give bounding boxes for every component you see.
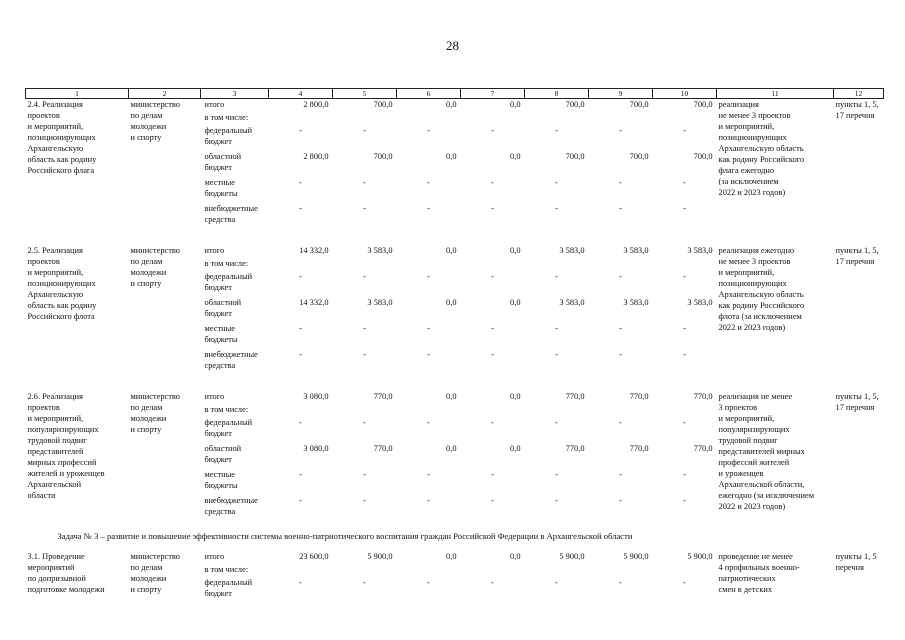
amount-cell: 700,0 [373, 152, 393, 161]
funding-source: местные бюджеты [204, 178, 238, 198]
amount-cell [461, 564, 525, 577]
amount-cell: - [555, 178, 558, 187]
task-heading-row [26, 521, 884, 551]
funding-source: областной бюджет [204, 444, 242, 464]
amount-cell: - [299, 496, 302, 505]
funding-source: местные бюджеты [204, 324, 238, 344]
amount-cell: 14 332,0 [299, 298, 329, 307]
amount-cell: - [491, 578, 494, 587]
amount-cell: - [299, 470, 302, 479]
amount-cell: - [619, 578, 622, 587]
amount-cell: 700,0 [629, 100, 649, 109]
amount-cell: 770,0 [565, 392, 585, 401]
amount-cell: - [427, 418, 430, 427]
amount-cell: 700,0 [373, 100, 393, 109]
amount-cell: - [299, 126, 302, 135]
block-spacer [26, 375, 884, 391]
column-number-cell: 7 [461, 89, 525, 99]
amount-cell: 770,0 [629, 444, 649, 453]
amount-cell: 3 583,0 [687, 246, 713, 255]
amount-cell [333, 404, 397, 417]
amount-cell: - [619, 272, 622, 281]
funding-source: в том числе: [204, 113, 249, 122]
amount-cell: - [555, 324, 558, 333]
amount-cell: - [427, 178, 430, 187]
amount-cell: - [619, 324, 622, 333]
executor: министерство по делам молодежи и спорту [130, 100, 180, 142]
amount-cell: - [683, 350, 686, 359]
measure-title: 3.1. Проведение мероприятий по допризывной подготовке молодежи [27, 552, 105, 594]
amount-cell: - [683, 418, 686, 427]
funding-row [26, 99, 884, 113]
amount-cell [525, 564, 589, 577]
amount-cell: 5 900,0 [559, 552, 585, 561]
funding-source: федеральный бюджет [204, 272, 253, 292]
amount-cell: - [363, 578, 366, 587]
amount-cell: 0,0 [446, 444, 457, 453]
column-number-cell: 12 [834, 89, 884, 99]
amount-cell: - [491, 418, 494, 427]
funding-source: в том числе: [204, 259, 249, 268]
amount-cell: - [619, 204, 622, 213]
amount-cell: - [427, 324, 430, 333]
amount-cell: 0,0 [446, 152, 457, 161]
amount-cell: - [427, 496, 430, 505]
amount-cell: 3 583,0 [367, 246, 393, 255]
amount-cell: - [491, 496, 494, 505]
amount-cell: - [363, 324, 366, 333]
amount-cell [525, 258, 589, 271]
funding-source: в том числе: [204, 565, 249, 574]
column-number-cell: 1 [26, 89, 129, 99]
amount-cell: 0,0 [510, 152, 521, 161]
amount-cell: - [555, 350, 558, 359]
amount-cell: - [363, 178, 366, 187]
amount-cell [589, 564, 653, 577]
amount-cell: - [555, 272, 558, 281]
amount-cell: 2 800,0 [303, 100, 329, 109]
funding-source: внебюджетные средства [204, 204, 258, 224]
amount-cell: 0,0 [510, 246, 521, 255]
funding-source: итого [204, 246, 225, 255]
spacer-cell [26, 375, 884, 391]
amount-cell [397, 404, 461, 417]
amount-cell: - [555, 126, 558, 135]
amount-cell: - [427, 578, 430, 587]
amount-cell [461, 258, 525, 271]
amount-cell: 5 900,0 [623, 552, 649, 561]
spacer-cell [26, 229, 884, 245]
amount-cell: - [427, 126, 430, 135]
amount-cell: - [619, 126, 622, 135]
amount-cell: - [491, 126, 494, 135]
measure-title: 2.4. Реализация проектов и мероприятий, позиционирующих Архангельскую область как родину Российского флага [27, 100, 97, 175]
column-number-cell: 5 [333, 89, 397, 99]
amount-cell: 0,0 [510, 552, 521, 561]
column-number-cell: 2 [129, 89, 201, 99]
amount-cell: 770,0 [693, 444, 713, 453]
amount-cell: 3 583,0 [559, 298, 585, 307]
page-number: 28 [446, 38, 459, 53]
amount-cell: - [427, 350, 430, 359]
amount-cell: 3 583,0 [687, 298, 713, 307]
amount-cell: - [619, 470, 622, 479]
amount-cell [269, 564, 333, 577]
amount-cell: 3 583,0 [367, 298, 393, 307]
expected-result: реализация ежегодно не менее 3 проектов и мероприятий, позиционирующих Архангельскую область как родину Российского флота (за исключением 2022 и 2023 годов) [718, 246, 805, 332]
amount-cell: - [299, 418, 302, 427]
amount-cell: 700,0 [693, 152, 713, 161]
measure-title: 2.6. Реализация проектов и мероприятий, популяризирующих трудовой подвиг представителей мирных профессий жителей и уроженцев Архангельской области [27, 392, 105, 500]
amount-cell: - [427, 272, 430, 281]
amount-cell: 700,0 [693, 100, 713, 109]
amount-cell [653, 112, 717, 125]
funding-source: федеральный бюджет [204, 578, 253, 598]
amount-cell: - [683, 578, 686, 587]
amount-cell: - [491, 324, 494, 333]
amount-cell: 23 600,0 [299, 552, 329, 561]
amount-cell: - [491, 350, 494, 359]
amount-cell [397, 564, 461, 577]
amount-cell [269, 258, 333, 271]
amount-cell: 0,0 [446, 392, 457, 401]
amount-cell: - [363, 350, 366, 359]
funding-row [26, 245, 884, 258]
amount-cell: - [299, 350, 302, 359]
table-body [26, 89, 884, 604]
column-number-cell: 11 [717, 89, 834, 99]
amount-cell: 770,0 [373, 392, 393, 401]
amount-cell: - [299, 578, 302, 587]
amount-cell: 770,0 [629, 392, 649, 401]
expected-result: реализация не менее 3 проектов и мероприятий, позиционирующих Архангельскую область как родину Российского флага ежегодно (за исключением 2022 и 2023 годов) [718, 100, 805, 197]
amount-cell: 14 332,0 [299, 246, 329, 255]
amount-cell: - [683, 470, 686, 479]
amount-cell [525, 112, 589, 125]
amount-cell: 770,0 [373, 444, 393, 453]
amount-cell [589, 258, 653, 271]
amount-cell: - [619, 496, 622, 505]
amount-cell [525, 404, 589, 417]
amount-cell: - [427, 470, 430, 479]
amount-cell: - [619, 178, 622, 187]
amount-cell: - [555, 418, 558, 427]
amount-cell [461, 404, 525, 417]
funding-source: итого [204, 552, 225, 561]
amount-cell [653, 564, 717, 577]
column-number-cell: 6 [397, 89, 461, 99]
amount-cell: 0,0 [446, 100, 457, 109]
block-spacer [26, 229, 884, 245]
amount-cell: - [299, 204, 302, 213]
column-number-cell: 8 [525, 89, 589, 99]
amount-cell: - [683, 178, 686, 187]
amount-cell: 770,0 [565, 444, 585, 453]
amount-cell: 3 080,0 [303, 392, 329, 401]
amount-cell [653, 258, 717, 271]
amount-cell: - [427, 204, 430, 213]
amount-cell: - [299, 272, 302, 281]
funding-source: местные бюджеты [204, 470, 238, 490]
amount-cell: - [683, 496, 686, 505]
amount-cell: - [683, 204, 686, 213]
amount-cell: 2 800,0 [303, 152, 329, 161]
amount-cell: 700,0 [565, 152, 585, 161]
funding-source: областной бюджет [204, 152, 242, 172]
funding-source: федеральный бюджет [204, 418, 253, 438]
amount-cell: - [619, 418, 622, 427]
amount-cell [589, 112, 653, 125]
funding-row [26, 551, 884, 564]
executor: министерство по делам молодежи и спорту [130, 392, 180, 434]
amount-cell: 0,0 [446, 246, 457, 255]
amount-cell: - [363, 272, 366, 281]
amount-cell: 3 583,0 [559, 246, 585, 255]
funding-source: федеральный бюджет [204, 126, 253, 146]
program-table [25, 88, 884, 603]
amount-cell: - [299, 324, 302, 333]
funding-source: итого [204, 392, 225, 401]
amount-cell: - [363, 418, 366, 427]
amount-cell [397, 112, 461, 125]
amount-cell: 700,0 [629, 152, 649, 161]
column-number-cell: 9 [589, 89, 653, 99]
amount-cell [589, 404, 653, 417]
task-heading: Задача № 3 – развитие и повышение эффективности системы военно-патриотического воспитания граждан Российской Федерации в Архангельской области [57, 530, 633, 541]
amount-cell: - [363, 204, 366, 213]
amount-cell: 0,0 [510, 100, 521, 109]
column-number-cell: 3 [201, 89, 269, 99]
amount-cell [397, 258, 461, 271]
executor: министерство по делам молодежи и спорту [130, 246, 180, 288]
amount-cell [653, 404, 717, 417]
column-number-row [26, 89, 884, 99]
column-number-cell: 4 [269, 89, 333, 99]
indicator-reference: пункты 1, 5, 17 перечня [835, 100, 879, 120]
amount-cell: 3 583,0 [623, 246, 649, 255]
amount-cell: - [683, 324, 686, 333]
amount-cell: - [619, 350, 622, 359]
amount-cell: - [555, 578, 558, 587]
amount-cell [461, 112, 525, 125]
funding-source: в том числе: [204, 405, 249, 414]
amount-cell: 3 583,0 [623, 298, 649, 307]
expected-result: проведение не менее 4 профильных военно- патриотических смен в детских [718, 552, 800, 594]
funding-row [26, 391, 884, 404]
amount-cell [333, 112, 397, 125]
funding-source: внебюджетные средства [204, 350, 258, 370]
amount-cell: - [683, 126, 686, 135]
indicator-reference: пункты 1, 5, 17 перечня [835, 246, 879, 266]
executor: министерство по делам молодежи и спорту [130, 552, 180, 594]
amount-cell: - [491, 178, 494, 187]
amount-cell: - [299, 178, 302, 187]
amount-cell: - [363, 470, 366, 479]
amount-cell: - [555, 470, 558, 479]
amount-cell: - [683, 272, 686, 281]
funding-source: внебюджетные средства [204, 496, 258, 516]
amount-cell: - [491, 272, 494, 281]
amount-cell: 3 080,0 [303, 444, 329, 453]
amount-cell: - [491, 470, 494, 479]
amount-cell: 0,0 [510, 392, 521, 401]
amount-cell: 0,0 [446, 298, 457, 307]
amount-cell: 0,0 [510, 444, 521, 453]
amount-cell: 5 900,0 [687, 552, 713, 561]
amount-cell: 700,0 [565, 100, 585, 109]
amount-cell [269, 404, 333, 417]
funding-source: итого [204, 100, 225, 109]
indicator-reference: пункты 1, 5 перечня [835, 552, 877, 572]
funding-source: областной бюджет [204, 298, 242, 318]
amount-cell: 5 900,0 [367, 552, 393, 561]
amount-cell: - [363, 126, 366, 135]
column-number-cell: 10 [653, 89, 717, 99]
amount-cell: - [491, 204, 494, 213]
amount-cell: 770,0 [693, 392, 713, 401]
amount-cell: - [555, 204, 558, 213]
amount-cell: 0,0 [446, 552, 457, 561]
measure-title: 2.5. Реализация проектов и мероприятий, позиционирующих Архангельскую область как родину Российского флота [27, 246, 97, 321]
indicator-reference: пункты 1, 5, 17 перечня [835, 392, 879, 412]
amount-cell: 0,0 [510, 298, 521, 307]
amount-cell [269, 112, 333, 125]
amount-cell: - [555, 496, 558, 505]
amount-cell [333, 258, 397, 271]
amount-cell [333, 564, 397, 577]
amount-cell: - [363, 496, 366, 505]
expected-result: реализация не менее 3 проектов и мероприятий, популяризирующих трудовой подвиг представителей мирных профессий жителей и уроженцев Архангельской области, ежегодно (за исключением 2022 и 2023 годов) [718, 392, 815, 511]
